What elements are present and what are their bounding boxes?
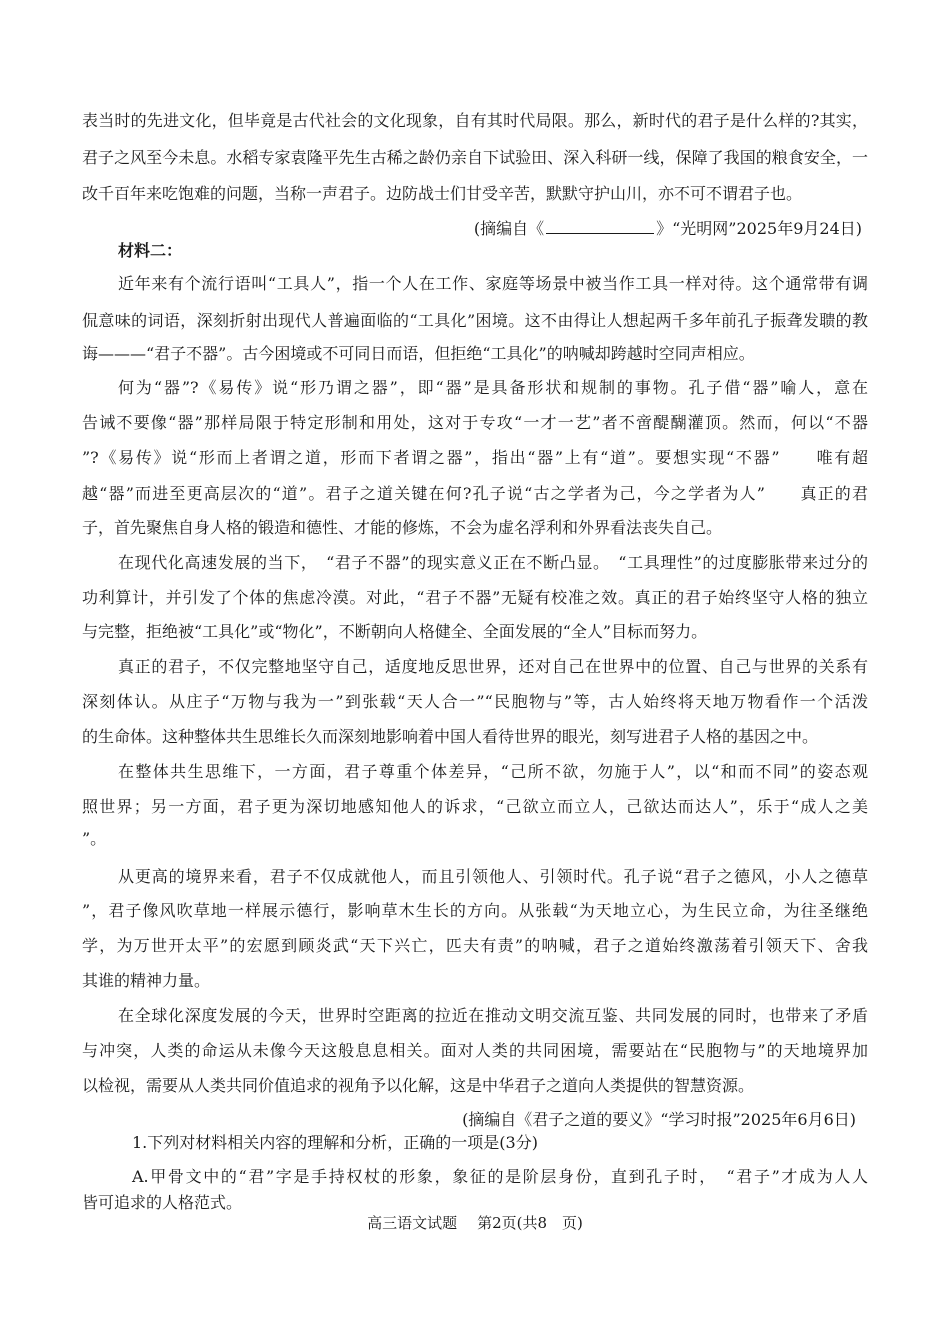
material2-line: 其谁的精神力量。 [82,971,211,990]
material2-line: 深刻体认。从庄子“万物与我为一”到张载“天人合一”“民胞物与”等，古人始终将天地万物看作一个活泼 [82,692,868,711]
material2-line: 以检视，需要从人类共同价值追求的视角予以化解，这是中华君子之道向人类提供的智慧资源。 [82,1076,755,1095]
material2-line: ”，君子像风吹草地一样展示德行，影响草木生长的方向。从张载“为天地立心，为生民立命，为往圣继绝 [82,901,868,920]
material1-line-1: 表当时的先进文化，但毕竟是古代社会的文化现象，自有其时代局限。那么，新时代的君子是什么样的?其实， [82,111,868,130]
material2-line: 从更高的境界来看，君子不仅成就他人，而且引领他人、引领时代。孔子说“君子之德风，小人之德草 [118,867,868,886]
material2-line: 越“器”而进至更高层次的“道”。君子之道关键在何?孔子说“古之学者为己，今之学者为人” 真正的君 [82,484,868,503]
material2-line: 在全球化深度发展的今天，世界时空距离的拉近在推动文明交流互鉴、共同发展的同时，也带来了矛盾 [118,1006,868,1025]
material2-line: 在整体共生思维下，一方面，君子尊重个体差异，“己所不欲，勿施于人”，以“和而不同”的姿态观 [118,762,868,781]
material2-line: 在现代化高速发展的当下， “君子不器”的现实意义正在不断凸显。 “工具理性”的过度膨胀带来过分的 [118,553,868,572]
material2-line: 学，为万世开太平”的宏愿到顾炎武“天下兴亡，匹夫有责”的呐喊，君子之道始终激荡着引领天下、舍我 [82,936,868,955]
footer-page-number: 第2页(共8 页) [477,1214,583,1232]
material2-line: 功利算计，并引发了个体的焦虑冷漠。对此，“君子不器”无疑有校准之效。真正的君子始终坚守人格的独立 [82,588,868,607]
material2-line: 与冲突，人类的命运从未像今天这般息息相关。面对人类的共同困境，需要站在“民胞物与”的天地境界加 [82,1041,868,1060]
material2-heading: 材料二： [118,241,183,260]
material2-line: 的生命体。这种整体共生思维长久而深刻地影响着中国人看待世界的眼光，刻写进君子人格的基因之中。 [82,727,819,746]
material2-line: ”。 [82,829,107,848]
question-1-option-a-cont: 皆可追求的人格范式。 [82,1193,243,1212]
material2-line: 子，首先聚焦自身人格的锻造和德性、才能的修炼，不会为虚名浮利和外界看法丧失自己。 [82,518,723,537]
material2-line: 与完整，拒绝被“工具化”或“物化”，不断朝向人格健全、全面发展的“全人”目标而努力。 [82,622,708,641]
material1-line-3: 改千百年来吃饱难的问题，当称一声君子。边防战士们甘受辛苦，默默守护山川，亦不可不谓君子也。 [82,184,803,203]
material1-source-suffix: 》“光明网”2025年9月24日) [656,219,862,238]
material2-line: 真正的君子，不仅完整地坚守自己，适度地反思世界，还对自己在世界中的位置、自己与世界的关系有 [118,657,868,676]
material2-line: 告诫不要像“器”那样局限于特定形制和用处，这对于专攻“一才一艺”者不啻醍醐灌顶。然而，何以“不器 [82,413,868,432]
material2-line: 诲———“君子不器”。古今困境或不可同日而语，但拒绝“工具化”的呐喊却跨越时空同声相应。 [82,344,755,363]
material2-line: ”?《易传》说“形而上者谓之道，形而下者谓之器”，指出“器”上有“道”。要想实现“不器” 唯有超 [82,448,868,467]
material2-line: 何为“器”?《易传》说“形乃谓之器”，即“器”是具备形状和规制的事物。孔子借“器”喻人，意在 [118,378,868,397]
footer-subject: 高三语文试题 [367,1214,458,1232]
material2-line: 侃意味的词语，深刻折射出现代人普遍面临的“工具化”困境。这不由得让人想起两千多年前孔子振聋发聩的教 [82,311,868,330]
material2-line: 近年来有个流行语叫“工具人”，指一个人在工作、家庭等场景中被当作工具一样对待。这个通常带有调 [118,274,868,293]
question-1-stem: 1.下列对材料相关内容的理解和分析，正确的一项是(3分) [132,1133,538,1152]
material2-line: 照世界；另一方面，君子更为深切地感知他人的诉求，“己欲立而立人，己欲达而达人”，乐于“成人之美 [82,797,868,816]
question-1-option-a: A.甲骨文中的“君”字是手持权杖的形象，象征的是阶层身份，直到孔子时， “君子”才成为人人 [132,1167,868,1186]
material1-line-2: 君子之风至今未息。水稻专家袁隆平先生古稀之龄仍亲自下试验田、深入科研一线，保障了我国的粮食安全，一 [82,148,868,167]
material2-source: (摘编自《君子之道的要义》“学习时报”2025年6月6日) [462,1110,856,1129]
answer-blank [546,216,654,234]
material1-source [474,216,862,240]
material1-source-prefix: (摘编自《 [473,219,545,238]
page-footer [0,1213,950,1233]
